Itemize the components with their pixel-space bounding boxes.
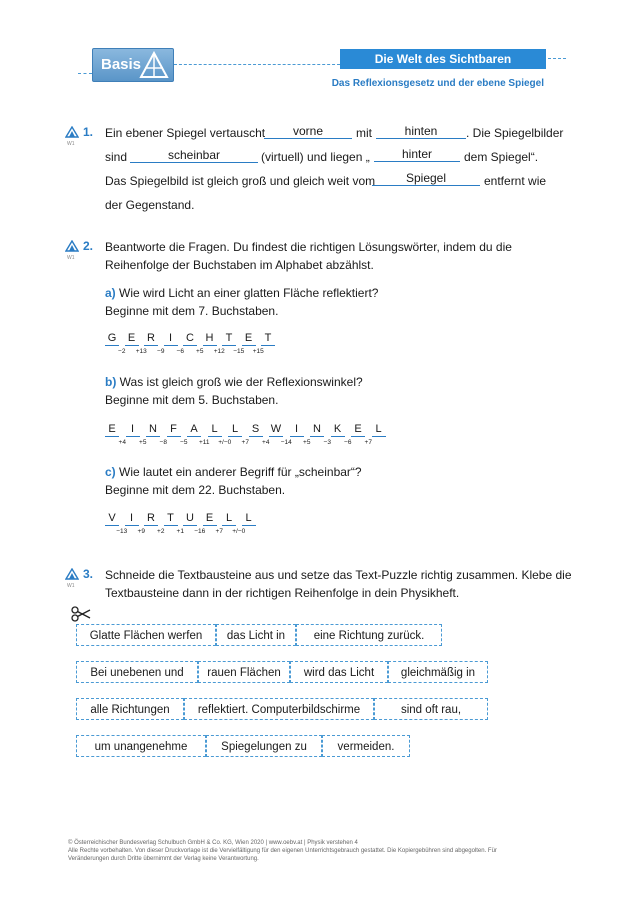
puzzle-letter: E — [244, 332, 253, 344]
puzzle-letter: I — [129, 512, 134, 524]
letter-underline — [144, 525, 158, 526]
puzzle-letter: F — [170, 423, 177, 435]
letter-underline — [269, 436, 283, 437]
question-label: a) — [105, 286, 116, 300]
answer-text: scheinbar — [167, 148, 221, 162]
letter-underline — [105, 345, 119, 346]
letter-underline — [183, 345, 197, 346]
puzzle-letter: G — [107, 332, 117, 344]
letter-underline — [183, 525, 197, 526]
header-dash-middle — [174, 64, 340, 65]
letter-underline — [242, 525, 256, 526]
letter-offset: +4 — [118, 439, 126, 446]
question-text: Wie lautet ein anderer Begriff für „scheinbar“? — [119, 465, 362, 479]
letter-offset: +13 — [135, 348, 147, 355]
letter-underline — [125, 525, 139, 526]
letter-underline — [187, 436, 201, 437]
task-number: 1. — [83, 125, 94, 139]
answer-text: Spiegel — [405, 171, 447, 185]
letter-offset: +7 — [364, 439, 372, 446]
puzzle-letter: U — [186, 512, 194, 524]
letter-offset: −16 — [194, 528, 206, 535]
task1-text: Ein ebener Spiegel vertauscht — [105, 126, 266, 140]
letter-underline — [203, 525, 217, 526]
puzzle-letter: N — [149, 423, 157, 435]
question-text: Was ist gleich groß wie der Reflexionswinkel? — [119, 375, 363, 389]
letter-offset: −8 — [159, 439, 167, 446]
task1-text: sind — [105, 150, 128, 164]
letter-underline — [203, 345, 217, 346]
task1-text: (virtuell) und liegen „ — [261, 150, 370, 164]
task1-text: entfernt wie — [484, 174, 547, 188]
puzzle-letter: K — [333, 423, 342, 435]
letter-underline — [249, 436, 263, 437]
letter-underline — [242, 345, 256, 346]
puzzle-letter: T — [264, 332, 272, 344]
letter-offset: −3 — [323, 439, 331, 446]
letter-underline — [228, 436, 242, 437]
puzzle-letter: L — [211, 423, 218, 435]
puzzle-letter: R — [147, 512, 155, 524]
task-level-icon — [65, 240, 79, 252]
letter-underline — [164, 345, 178, 346]
letter-offset: +15 — [252, 348, 264, 355]
letter-offset: +5 — [139, 439, 147, 446]
task2-intro: Beantworte die Fragen. Du findest die richtigen Lösungswörter, indem du die — [105, 240, 512, 254]
letter-underline — [125, 345, 139, 346]
letter-underline — [222, 345, 236, 346]
text-piece[interactable]: Spiegelungen zu — [206, 735, 322, 757]
letter-offset: +5 — [196, 348, 204, 355]
question-hint: Beginne mit dem 7. Buchstaben. — [105, 304, 279, 318]
text-piece[interactable]: um unangenehme — [76, 735, 206, 757]
letter-offset: −6 — [176, 348, 184, 355]
letter-offset: −5 — [180, 439, 188, 446]
letter-underline — [331, 436, 345, 437]
letter-offset: +12 — [213, 348, 225, 355]
task-number: 2. — [83, 239, 94, 253]
letter-underline — [290, 436, 304, 437]
letter-offset: +9 — [137, 528, 145, 535]
letter-offset: +7 — [215, 528, 223, 535]
letter-underline — [351, 436, 365, 437]
page-title: Die Welt des Sichtbaren — [340, 49, 546, 69]
letter-underline — [208, 436, 222, 437]
text-piece[interactable]: eine Richtung zurück. — [296, 624, 442, 646]
letter-offset: −2 — [118, 348, 126, 355]
puzzle-letter: C — [186, 332, 194, 344]
header-dash-right — [548, 58, 566, 59]
task1-text: mit — [356, 126, 372, 140]
text-piece[interactable]: das Licht in — [216, 624, 296, 646]
puzzle-letter: L — [225, 512, 233, 524]
task3-intro: Schneide die Textbausteine aus und setze das Text-Puzzle richtig zusammen. Klebe die — [105, 568, 572, 582]
letter-offset: +4 — [262, 439, 270, 446]
question-text: Wie wird Licht an einer glatten Fläche reflektiert? — [119, 286, 379, 300]
text-piece[interactable]: alle Richtungen — [76, 698, 184, 720]
basis-badge — [92, 48, 174, 82]
puzzle-letter: L — [375, 423, 382, 435]
puzzle-letter: S — [251, 423, 260, 435]
text-piece[interactable]: reflektiert. Computerbildschirme — [184, 698, 374, 720]
task-level-label: W1 — [67, 141, 75, 147]
letter-offset: −6 — [344, 439, 352, 446]
task-level-label: W1 — [67, 255, 75, 261]
puzzle-letter: T — [167, 512, 174, 524]
task-level-icon — [65, 568, 79, 580]
footer-copyright: © Österreichischer Bundesverlag Schulbuch GmbH & Co. KG, Wien 2020 | www.oebv.at | Physik verstehen 4 — [68, 840, 358, 846]
scissors-icon — [70, 606, 92, 622]
text-piece[interactable]: gleichmäßig in — [388, 661, 488, 683]
answer-text: hinter — [401, 147, 433, 161]
letter-offset: +11 — [198, 439, 210, 446]
task1-text: dem Spiegel“. — [464, 150, 539, 164]
letter-offset: −13 — [116, 528, 128, 535]
question-a — [105, 285, 378, 301]
text-piece[interactable]: rauen Flächen — [198, 661, 290, 683]
answer-text: vorne — [292, 124, 324, 138]
puzzle-letter: A — [190, 423, 198, 435]
question-label: c) — [105, 465, 116, 479]
text-piece[interactable]: Bei unebenen und — [76, 661, 198, 683]
text-piece[interactable]: vermeiden. — [322, 735, 410, 757]
puzzle-letter: W — [270, 423, 282, 435]
triangle-logo-icon — [139, 51, 169, 79]
question-b — [105, 374, 363, 390]
header-dash-left — [78, 73, 92, 74]
letter-offset: +1 — [176, 528, 184, 535]
letter-underline — [105, 436, 119, 437]
puzzle-letter: E — [127, 332, 136, 344]
task1-text: Das Spiegelbild ist gleich groß und gleich weit vom — [105, 174, 376, 188]
letter-underline — [105, 525, 119, 526]
letter-underline — [164, 525, 178, 526]
task2-intro: Reihenfolge der Buchstaben im Alphabet abzählst. — [105, 258, 374, 272]
letter-offset: −14 — [280, 439, 292, 446]
letter-underline — [261, 345, 275, 346]
text-piece[interactable]: sind oft rau, — [374, 698, 488, 720]
puzzle-letter: L — [245, 512, 252, 524]
task-level-icon — [65, 126, 79, 138]
letter-offset: −9 — [157, 348, 165, 355]
letter-offset: −15 — [233, 348, 245, 355]
letter-underline — [372, 436, 386, 437]
task1-text: der Gegenstand. — [105, 198, 195, 212]
text-piece[interactable]: wird das Licht — [290, 661, 388, 683]
puzzle-letter: E — [108, 423, 116, 435]
puzzle-letter: I — [130, 423, 135, 435]
letter-offset: +/−0 — [232, 528, 246, 535]
puzzle-letter: H — [205, 332, 214, 344]
letter-offset: +7 — [241, 439, 249, 446]
task1-text: . Die Spiegelbilder — [466, 126, 564, 140]
letter-underline — [126, 436, 140, 437]
question-label: b) — [105, 375, 117, 389]
puzzle-letter: T — [225, 332, 233, 344]
puzzle-letter: E — [205, 512, 214, 524]
page-subtitle: Das Reflexionsgesetz und der ebene Spiegel — [331, 78, 544, 89]
task-number: 3. — [83, 567, 94, 581]
basis-label: Basis — [101, 56, 142, 73]
question-c — [105, 464, 362, 480]
task-level-label: W1 — [67, 583, 75, 589]
footer-rights: Alle Rechte vorbehalten. Von dieser Druckvorlage ist die Vervielfältigung für den eigenen Unterrichtsgebrauch gestattet. Die Kopiergebühren sind abgegolten. Für — [68, 848, 497, 854]
letter-offset: +5 — [303, 439, 311, 446]
task3-intro: Textbausteine dann in der richtigen Reihenfolge in dein Physikheft. — [105, 586, 460, 600]
letter-underline — [144, 345, 158, 346]
puzzle-letter: R — [147, 332, 155, 344]
letter-underline — [222, 525, 236, 526]
letter-underline — [167, 436, 181, 437]
letter-offset: +2 — [157, 528, 165, 535]
puzzle-letter: L — [231, 423, 239, 435]
puzzle-letter: V — [108, 512, 116, 524]
letter-underline — [146, 436, 160, 437]
question-hint: Beginne mit dem 22. Buchstaben. — [105, 483, 286, 497]
puzzle-letter: N — [313, 423, 321, 435]
letter-underline — [310, 436, 324, 437]
puzzle-letter: I — [294, 423, 299, 435]
puzzle-letter: E — [354, 423, 362, 435]
text-piece[interactable]: Glatte Flächen werfen — [76, 624, 216, 646]
puzzle-letter: I — [168, 332, 173, 344]
answer-text: hinten — [404, 124, 438, 138]
footer-disclaimer: Veränderungen durch Dritte übernimmt der Verlag keine Verantwortung. — [68, 856, 259, 862]
question-hint: Beginne mit dem 5. Buchstaben. — [105, 393, 279, 407]
letter-offset: +/−0 — [218, 439, 232, 446]
